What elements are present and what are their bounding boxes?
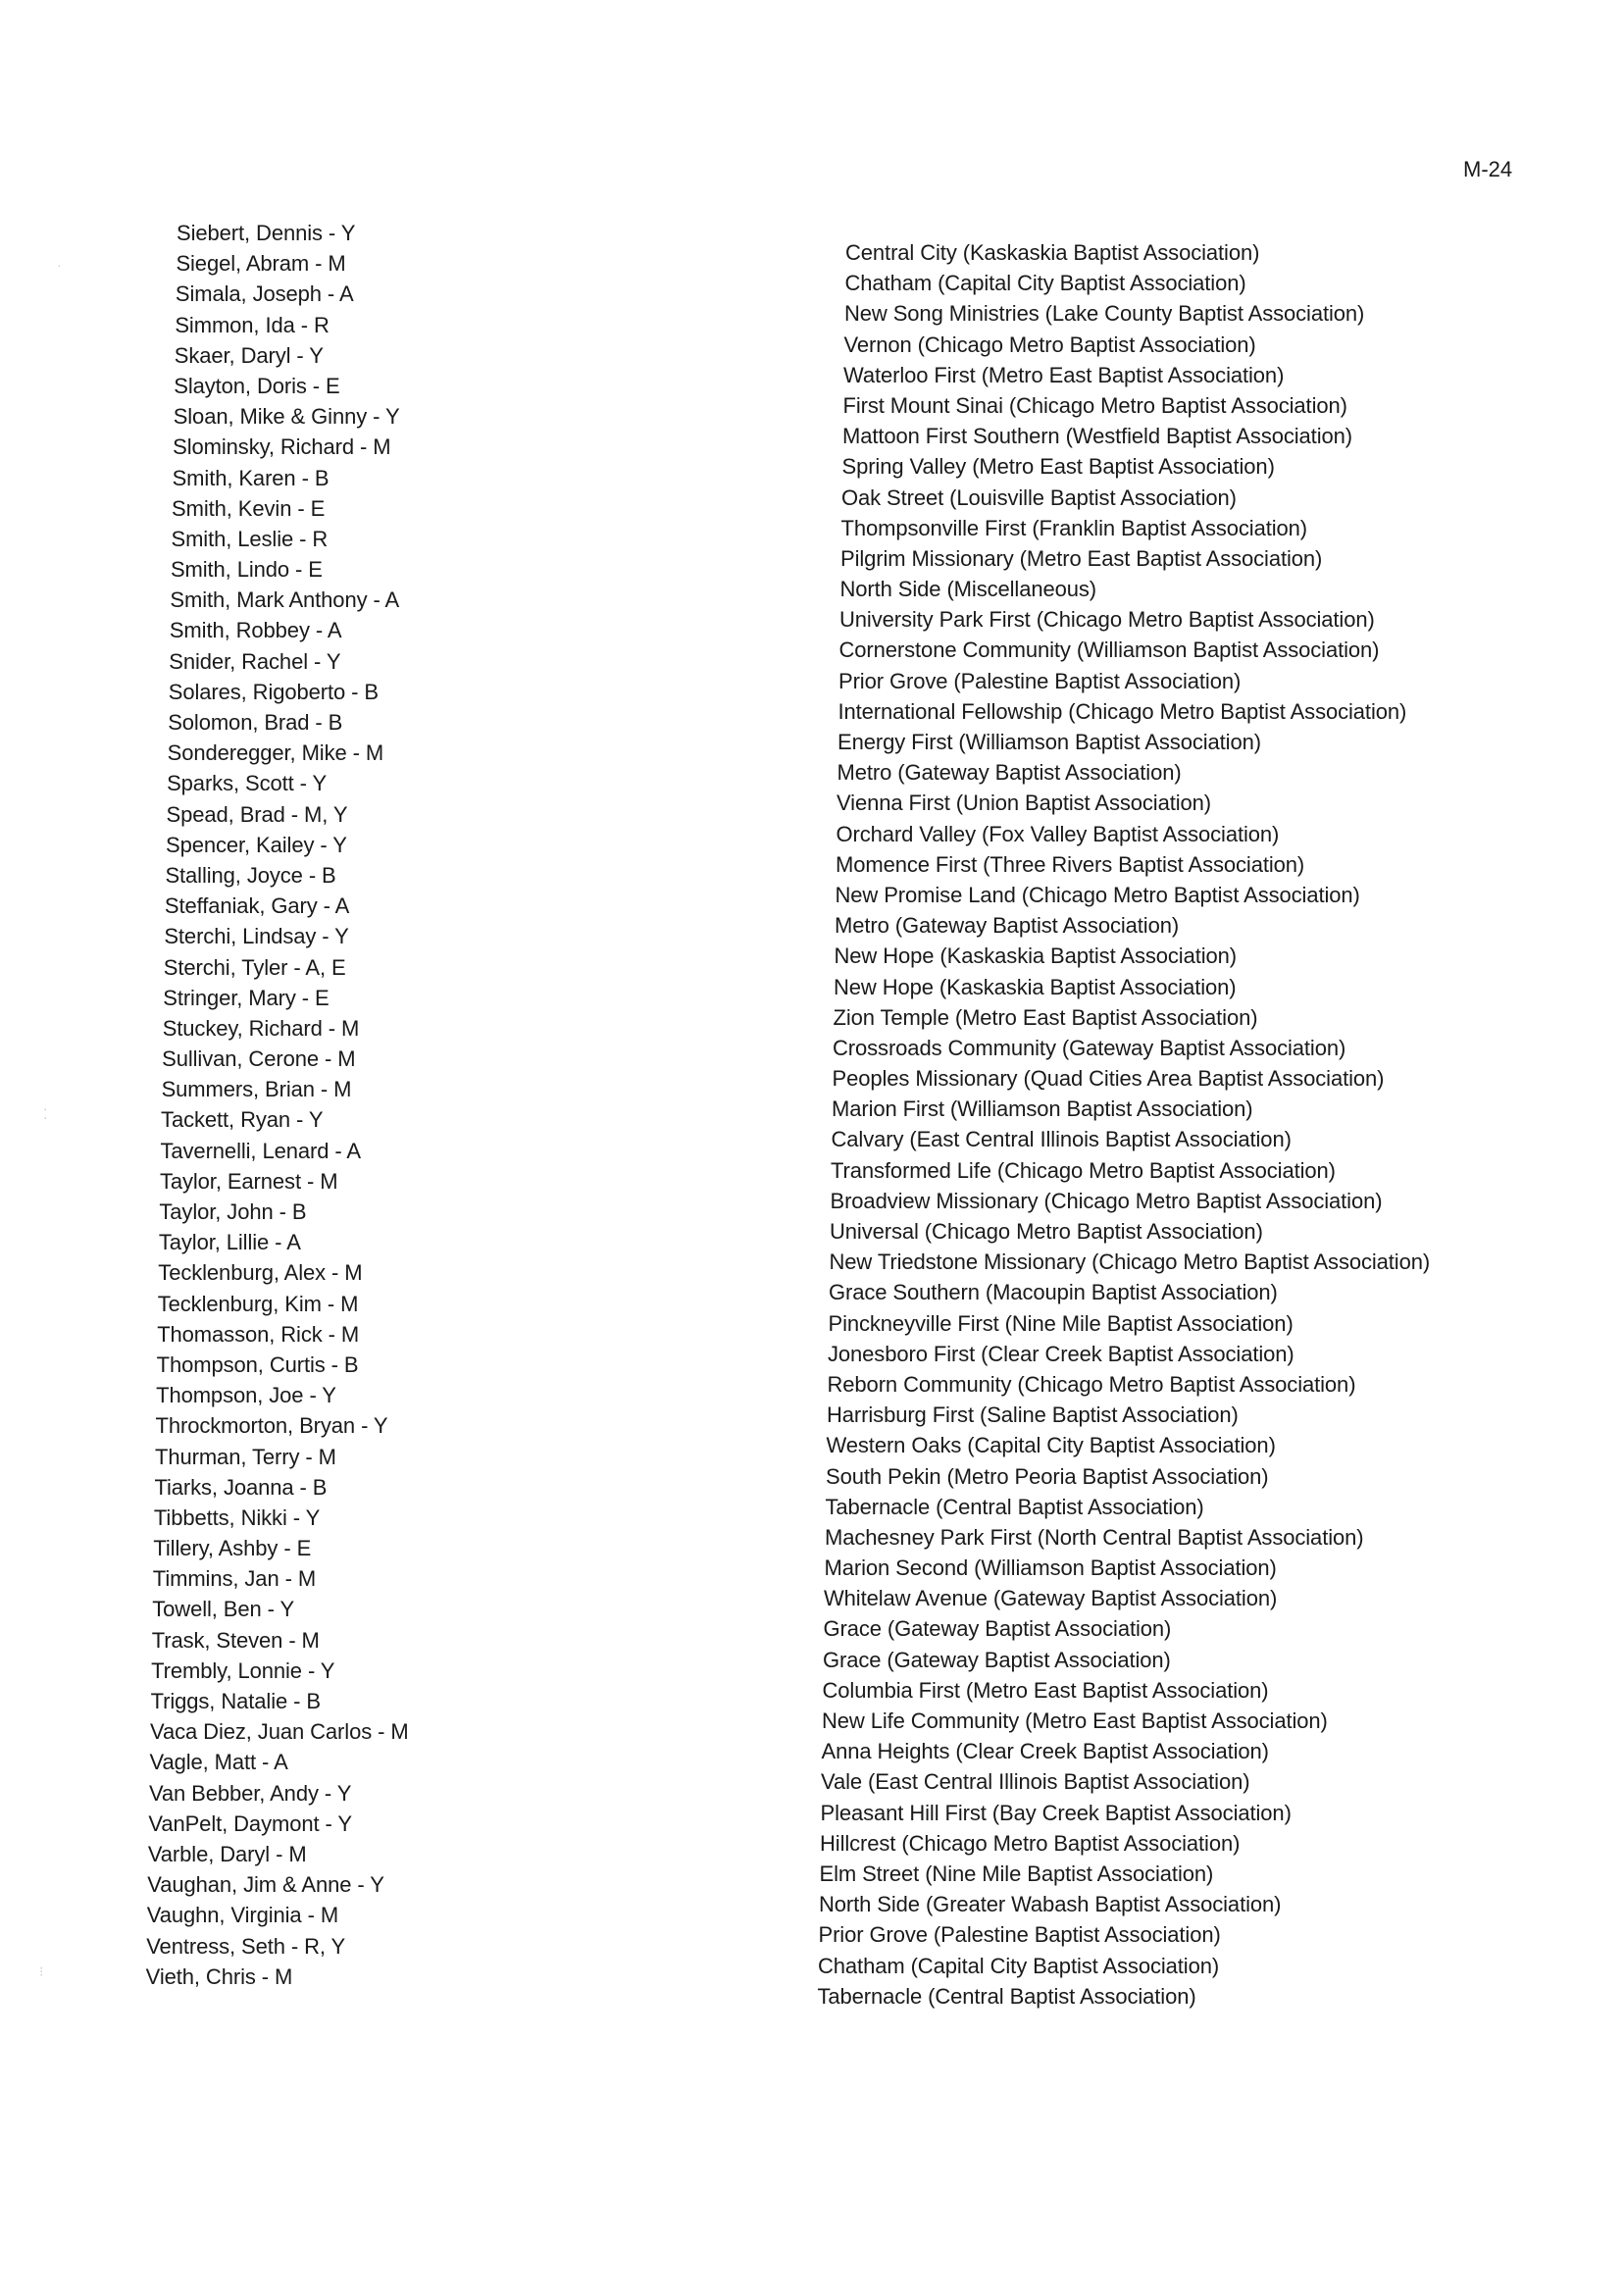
church-entry: International Fellowship (Chicago Metro Baptist Association) <box>837 698 1407 724</box>
name-entry: Smith, Mark Anthony - A <box>170 587 400 613</box>
name-entry: Vaca Diez, Juan Carlos - M <box>150 1719 409 1745</box>
name-entry: Summers, Brian - M <box>161 1077 352 1102</box>
name-entry: Simmon, Ida - R <box>175 312 330 337</box>
church-entry: Orchard Valley (Fox Valley Baptist Association) <box>836 821 1280 846</box>
name-entry: Solares, Rigoberto - B <box>168 679 379 704</box>
name-entry: Thompson, Joe - Y <box>156 1383 336 1408</box>
name-entry: Tibbetts, Nikki - Y <box>153 1504 321 1530</box>
churches-column <box>817 237 1571 2012</box>
scan-speck: · <box>57 257 62 273</box>
name-entry: Tackett, Ryan - Y <box>161 1107 324 1133</box>
name-entry: Spead, Brad - M, Y <box>166 801 348 827</box>
church-entry: Pilgrim Missionary (Metro East Baptist Association) <box>840 545 1323 571</box>
church-entry: New Life Community (Metro East Baptist Association) <box>822 1708 1328 1733</box>
name-entry: Smith, Kevin - E <box>172 495 326 521</box>
church-entry: Universal (Chicago Metro Baptist Association) <box>830 1219 1263 1244</box>
name-entry: Taylor, Earnest - M <box>159 1168 338 1194</box>
church-entry: Calvary (East Central Illinois Baptist Association) <box>831 1127 1292 1152</box>
church-entry: Pleasant Hill First (Bay Creek Baptist Association) <box>820 1800 1292 1825</box>
name-entry: Slayton, Doris - E <box>174 373 340 398</box>
name-entry: Smith, Robbey - A <box>169 618 342 643</box>
church-entry: Grace (Gateway Baptist Association) <box>823 1647 1171 1672</box>
church-entry: Prior Grove (Palestine Baptist Association) <box>818 1922 1221 1948</box>
church-entry: South Pekin (Metro Peoria Baptist Association) <box>826 1463 1269 1489</box>
name-entry: Tavernelli, Lenard - A <box>160 1138 361 1163</box>
church-entry: Western Oaks (Capital City Baptist Association) <box>826 1433 1276 1458</box>
name-entry: Taylor, John - B <box>159 1199 307 1224</box>
church-entry: Pinckneyville First (Nine Mile Baptist Association) <box>828 1310 1294 1336</box>
name-entry: Thomasson, Rick - M <box>157 1321 360 1347</box>
church-entry: Metro (Gateway Baptist Association) <box>837 760 1182 786</box>
name-entry: Triggs, Natalie - B <box>150 1689 321 1713</box>
name-entry: Snider, Rachel - Y <box>169 648 341 674</box>
name-entry: Sterchi, Tyler - A, E <box>163 954 346 980</box>
name-entry: Siegel, Abram - M <box>176 251 346 277</box>
name-entry: Throckmorton, Bryan - Y <box>155 1413 388 1439</box>
name-entry: Siebert, Dennis - Y <box>177 221 356 245</box>
church-entry: Metro (Gateway Baptist Association) <box>835 913 1180 939</box>
scan-speck: ⁚ <box>43 1106 48 1122</box>
name-entry: Stuckey, Richard - M <box>162 1015 360 1041</box>
church-entry: Oak Street (Louisville Baptist Association) <box>841 484 1237 510</box>
name-entry: Van Bebber, Andy - Y <box>148 1780 352 1806</box>
church-entry: Anna Heights (Clear Creek Baptist Association) <box>821 1739 1269 1764</box>
church-entry: Peoples Missionary (Quad Cities Area Baptist Association) <box>832 1066 1385 1092</box>
name-entry: Thurman, Terry - M <box>155 1444 336 1469</box>
church-entry: First Mount Sinai (Chicago Metro Baptist Association) <box>842 392 1347 418</box>
church-entry: Marion First (Williamson Baptist Association) <box>832 1096 1253 1122</box>
church-entry: Vale (East Central Illinois Baptist Association) <box>821 1769 1250 1795</box>
name-entry: Tiarks, Joanna - B <box>154 1474 328 1500</box>
church-entry: North Side (Miscellaneous) <box>839 577 1097 602</box>
name-entry: Sterchi, Lindsay - Y <box>164 924 349 949</box>
name-entry: Towell, Ben - Y <box>152 1597 295 1622</box>
name-entry: Skaer, Daryl - Y <box>174 342 324 368</box>
church-entry: Chatham (Capital City Baptist Association) <box>844 271 1246 296</box>
name-entry: Spencer, Kailey - Y <box>166 832 347 857</box>
name-entry: Sparks, Scott - Y <box>167 771 328 796</box>
church-entry: Machesney Park First (North Central Baptist Association) <box>825 1524 1364 1550</box>
church-entry: Thompsonville First (Franklin Baptist Association) <box>840 515 1307 540</box>
church-entry: Grace (Gateway Baptist Association) <box>823 1616 1172 1642</box>
name-entry: VanPelt, Daymont - Y <box>148 1810 352 1836</box>
church-entry: Jonesboro First (Clear Creek Baptist Association) <box>828 1341 1294 1366</box>
name-entry: Tecklenburg, Kim - M <box>157 1291 359 1316</box>
church-entry: North Side (Greater Wabash Baptist Association) <box>819 1892 1282 1917</box>
church-entry: Whitelaw Avenue (Gateway Baptist Association) <box>824 1586 1278 1611</box>
church-entry: Momence First (Three Rivers Baptist Association) <box>836 851 1305 877</box>
name-entry: Vaughn, Virginia - M <box>146 1903 339 1928</box>
name-entry: Smith, Lindo - E <box>170 557 323 583</box>
church-entry: New Triedstone Missionary (Chicago Metro Baptist Association) <box>829 1249 1431 1275</box>
church-entry: Prior Grove (Palestine Baptist Association) <box>838 668 1242 693</box>
church-entry: Vernon (Chicago Metro Baptist Association) <box>843 331 1256 357</box>
name-entry: Thompson, Curtis - B <box>156 1351 359 1377</box>
church-entry: Spring Valley (Metro East Baptist Association) <box>841 454 1275 480</box>
church-entry: Tabernacle (Central Baptist Association) <box>817 1983 1196 2009</box>
name-entry: Trembly, Lonnie - Y <box>151 1657 335 1683</box>
church-entry: Reborn Community (Chicago Metro Baptist Association) <box>827 1371 1356 1397</box>
name-entry: Smith, Leslie - R <box>171 526 329 551</box>
name-entry: Taylor, Lillie - A <box>158 1230 301 1255</box>
name-entry: Simala, Joseph - A <box>175 281 354 307</box>
church-entry: Chatham (Capital City Baptist Association) <box>818 1953 1220 1978</box>
name-entry: Varble, Daryl - M <box>147 1841 307 1866</box>
name-entry: Sloan, Mike & Ginny - Y <box>173 404 400 430</box>
name-entry: Vaughan, Jim & Anne - Y <box>147 1872 384 1898</box>
name-entry: Sullivan, Cerone - M <box>162 1046 356 1072</box>
page-number: M-24 <box>1463 157 1513 181</box>
church-entry: University Park First (Chicago Metro Baptist Association) <box>839 607 1375 633</box>
church-entry: Hillcrest (Chicago Metro Baptist Association) <box>820 1830 1241 1856</box>
name-entry: Ventress, Seth - R, Y <box>146 1933 346 1959</box>
name-entry: Sonderegger, Mike - M <box>167 740 384 766</box>
name-entry: Trask, Steven - M <box>151 1627 320 1653</box>
church-entry: Broadview Missionary (Chicago Metro Baptist Association) <box>830 1188 1383 1213</box>
church-entry: Waterloo First (Metro East Baptist Association) <box>843 362 1285 387</box>
church-entry: Zion Temple (Metro East Baptist Association) <box>833 1004 1258 1030</box>
church-entry: New Song Ministries (Lake County Baptist Association) <box>844 301 1365 327</box>
church-entry: Energy First (Williamson Baptist Association) <box>837 730 1261 754</box>
scan-speck: ⁝ <box>39 1963 44 1979</box>
church-entry: Vienna First (Union Baptist Association) <box>837 790 1211 816</box>
name-entry: Tillery, Ashby - E <box>153 1536 312 1561</box>
name-entry: Stalling, Joyce - B <box>165 862 336 888</box>
church-entry: Elm Street (Nine Mile Baptist Association) <box>819 1861 1214 1886</box>
name-entry: Tecklenburg, Alex - M <box>158 1260 363 1286</box>
church-entry: New Promise Land (Chicago Metro Baptist Association) <box>835 882 1360 907</box>
church-entry: Crossroads Community (Gateway Baptist Association) <box>833 1035 1346 1060</box>
name-entry: Smith, Karen - B <box>172 465 330 490</box>
names-column <box>145 218 647 1992</box>
name-entry: Vagle, Matt - A <box>149 1750 288 1775</box>
church-entry: Central City (Kaskaskia Baptist Association) <box>845 240 1260 265</box>
name-entry: Timmins, Jan - M <box>152 1566 317 1592</box>
church-entry: Mattoon First Southern (Westfield Baptist Association) <box>842 424 1352 449</box>
church-entry: New Hope (Kaskaskia Baptist Association) <box>834 943 1238 969</box>
church-entry: Transformed Life (Chicago Metro Baptist Association) <box>831 1157 1336 1183</box>
church-entry: Harrisburg First (Saline Baptist Association) <box>827 1402 1239 1428</box>
name-entry: Solomon, Brad - B <box>168 710 343 735</box>
church-entry: Tabernacle (Central Baptist Association) <box>825 1494 1204 1519</box>
church-entry: Grace Southern (Macoupin Baptist Association) <box>829 1280 1278 1305</box>
church-entry: Cornerstone Community (Williamson Baptist Association) <box>838 637 1380 663</box>
name-entry: Stringer, Mary - E <box>163 985 330 1010</box>
name-entry: Steffaniak, Gary - A <box>164 893 350 919</box>
church-entry: Columbia First (Metro East Baptist Association) <box>822 1677 1269 1703</box>
church-entry: Marion Second (Williamson Baptist Association) <box>824 1555 1277 1581</box>
name-entry: Slominsky, Richard - M <box>173 434 391 460</box>
name-entry: Vieth, Chris - M <box>145 1963 293 1989</box>
church-entry: New Hope (Kaskaskia Baptist Association) <box>834 974 1237 999</box>
